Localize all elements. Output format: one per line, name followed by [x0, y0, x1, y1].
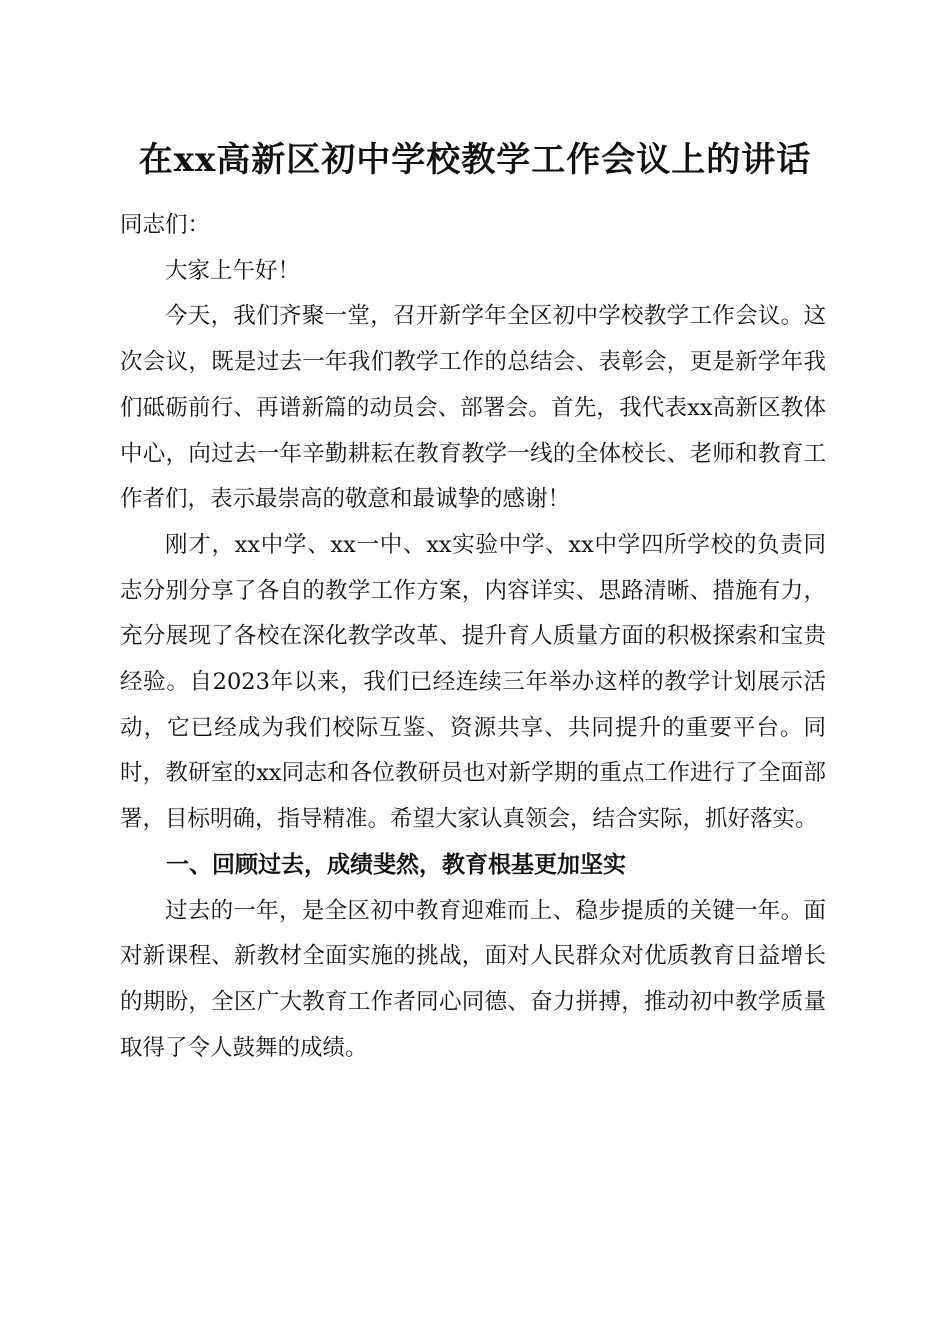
- document-body: [120, 203, 826, 1071]
- body-paragraph: 刚才，xx中学、xx一中、xx实验中学、xx中学四所学校的负责同志分别分享了各自的教学工作方案，内容详实、思路清晰、措施有力，充分展现了各校在深化教学改革、提升育人质量方面的积极探索和宝贵经验。自2023年以来，我们已经连续三年举办这样的教学计划展示活动，它已经成为我们校际互鉴、资源共享、共同提升的重要平台。同时，教研室的xx同志和各位教研员也对新学期的重点工作进行了全面部署，目标明确，指导精准。希望大家认真领会，结合实际，抓好落实。: [120, 531, 826, 833]
- salutation: 同志们：: [120, 212, 211, 238]
- document-title: 在xx高新区初中学校教学工作会议上的讲话: [138, 140, 812, 180]
- body-paragraph: 今天，我们齐聚一堂，召开新学年全区初中学校教学工作会议。这次会议，既是过去一年我们教学工作的总结会、表彰会，更是新学年我们砥砺前行、再谱新篇的动员会、部署会。首先，我代表xx高新区教体中心，向过去一年辛勤耕耘在教育教学一线的全体校长、老师和教育工作者们，表示最崇高的敬意和最诚挚的感谢！: [120, 303, 826, 513]
- greeting-paragraph: 大家上午好！: [165, 257, 301, 284]
- body-paragraph: 过去的一年，是全区初中教育迎难而上、稳步提质的关键一年。面对新课程、新教材全面实施的挑战，面对人民群众对优质教育日益增长的期盼，全区广大教育工作者同心同德、奋力拼搏，推动初中教学质量取得了令人鼓舞的成绩。: [120, 897, 826, 1061]
- section-heading: 一、回顾过去，成绩斐然，教育根基更加坚实: [166, 851, 626, 878]
